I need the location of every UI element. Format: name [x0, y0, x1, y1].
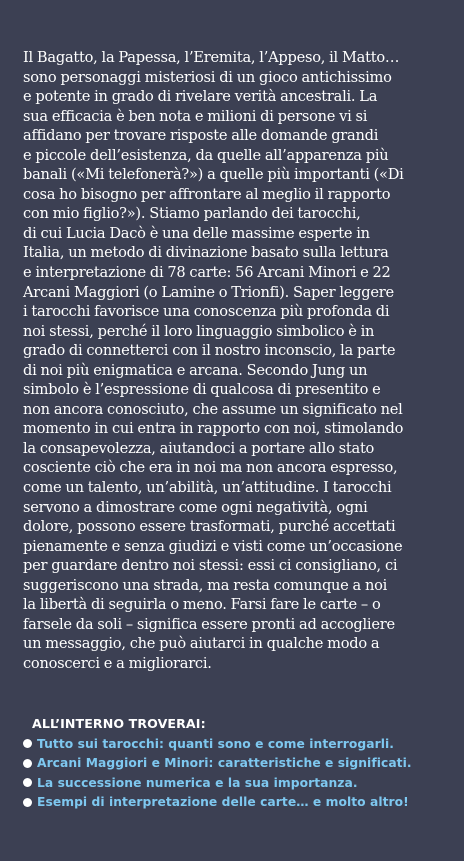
- blurb-line: banali («Mi telefonerà?») a quelle più importanti («Di: [23, 166, 404, 184]
- blurb-line: affidano per trovare risposte alle domande grandi: [23, 127, 379, 145]
- blurb-line: la libertà di seguirla o meno. Farsi fare le carte – o: [23, 596, 381, 614]
- blurb-line: i tarocchi favorisce una conoscenza più profonda di: [23, 303, 390, 321]
- blurb-line: servono a dimostrare come ogni negatività, ogni: [23, 498, 368, 516]
- blurb-line: sua efficacia è ben nota e milioni di persone vi si: [23, 107, 368, 125]
- blurb-line: un messaggio, che può aiutarci in qualche modo a: [23, 635, 380, 653]
- blurb-line: Il Bagatto, la Papessa, l’Eremita, l’Appeso, il Matto…: [23, 49, 400, 66]
- blurb-line: con mio figlio?»). Stiamo parlando dei tarocchi,: [23, 205, 361, 223]
- blurb-line: dolore, possono essere trasformati, purché accettati: [23, 518, 396, 536]
- blurb-line: farsele da soli – significa essere pronti ad accogliere: [23, 615, 395, 633]
- feature-item: [23, 773, 443, 793]
- blurb-line: pienamente e senza giudizi e visti come un’occasione: [23, 537, 403, 555]
- feature-item-text: Esempi di interpretazione delle carte… e molto altro!: [37, 795, 409, 810]
- blurb-line: la consapevolezza, aiutandoci a portare allo stato: [23, 439, 375, 457]
- feature-item-text: La successione numerica e la sua importanza.: [37, 775, 358, 790]
- feature-item: [23, 734, 443, 754]
- blurb-line: di cui Lucia Dacò è una delle massime esperte in: [23, 224, 370, 242]
- blurb-line: non ancora conosciuto, che assume un significato nel: [23, 400, 403, 418]
- features-heading: ALL’INTERNO TROVERAI:: [32, 716, 206, 731]
- feature-item-text: Tutto sui tarocchi: quanti sono e come interrogarli.: [37, 736, 394, 751]
- blurb-line: e piccole dell’esistenza, da quelle all’apparenza più: [23, 146, 389, 164]
- bullet-dot-icon: [23, 759, 32, 768]
- blurb-line: noi stessi, perché il loro linguaggio simbolico è in: [23, 322, 375, 340]
- blurb-line: di noi più enigmatica e arcana. Secondo Jung un: [23, 361, 368, 379]
- bullet-dot-icon: [23, 778, 32, 787]
- features-list: [23, 734, 443, 812]
- feature-item: [23, 793, 443, 813]
- blurb-line: e interpretazione di 78 carte: 56 Arcani Minori e 22: [23, 264, 391, 282]
- feature-item-text: Arcani Maggiori e Minori: caratteristiche e significati.: [37, 756, 412, 771]
- blurb-line: cosciente ciò che era in noi ma non ancora espresso,: [23, 459, 398, 477]
- blurb-line: Arcani Maggiori (o Lamine o Trionfi). Saper leggere: [23, 283, 394, 301]
- bullet-dot-icon: [23, 739, 32, 748]
- bullet-dot-icon: [23, 798, 32, 807]
- blurb-line: grado di connetterci con il nostro inconscio, la parte: [23, 342, 396, 360]
- blurb-line: suggeriscono una strada, ma resta comunque a noi: [23, 576, 388, 594]
- blurb-line: per guardare dentro noi stessi: essi ci consigliano, ci: [23, 557, 398, 575]
- features-section: [23, 714, 443, 812]
- blurb-line: cosa ho bisogno per affrontare al meglio il rapporto: [23, 185, 391, 203]
- blurb-line: Italia, un metodo di divinazione basato sulla lettura: [23, 244, 389, 262]
- blurb-line: simbolo è l’espressione di qualcosa di presentito e: [23, 381, 381, 399]
- feature-item: [23, 754, 443, 774]
- blurb-line: momento in cui entra in rapporto con noi, stimolando: [23, 420, 404, 438]
- blurb-line: come un talento, un’abilità, un’attitudine. I tarocchi: [23, 479, 392, 497]
- blurb-line: e potente in grado di rivelare verità ancestrali. La: [23, 88, 378, 106]
- blurb-paragraph: [23, 48, 443, 674]
- blurb-line: sono personaggi misteriosi di un gioco antichissimo: [23, 68, 392, 86]
- blurb-line: conoscerci e a migliorarci.: [23, 654, 212, 672]
